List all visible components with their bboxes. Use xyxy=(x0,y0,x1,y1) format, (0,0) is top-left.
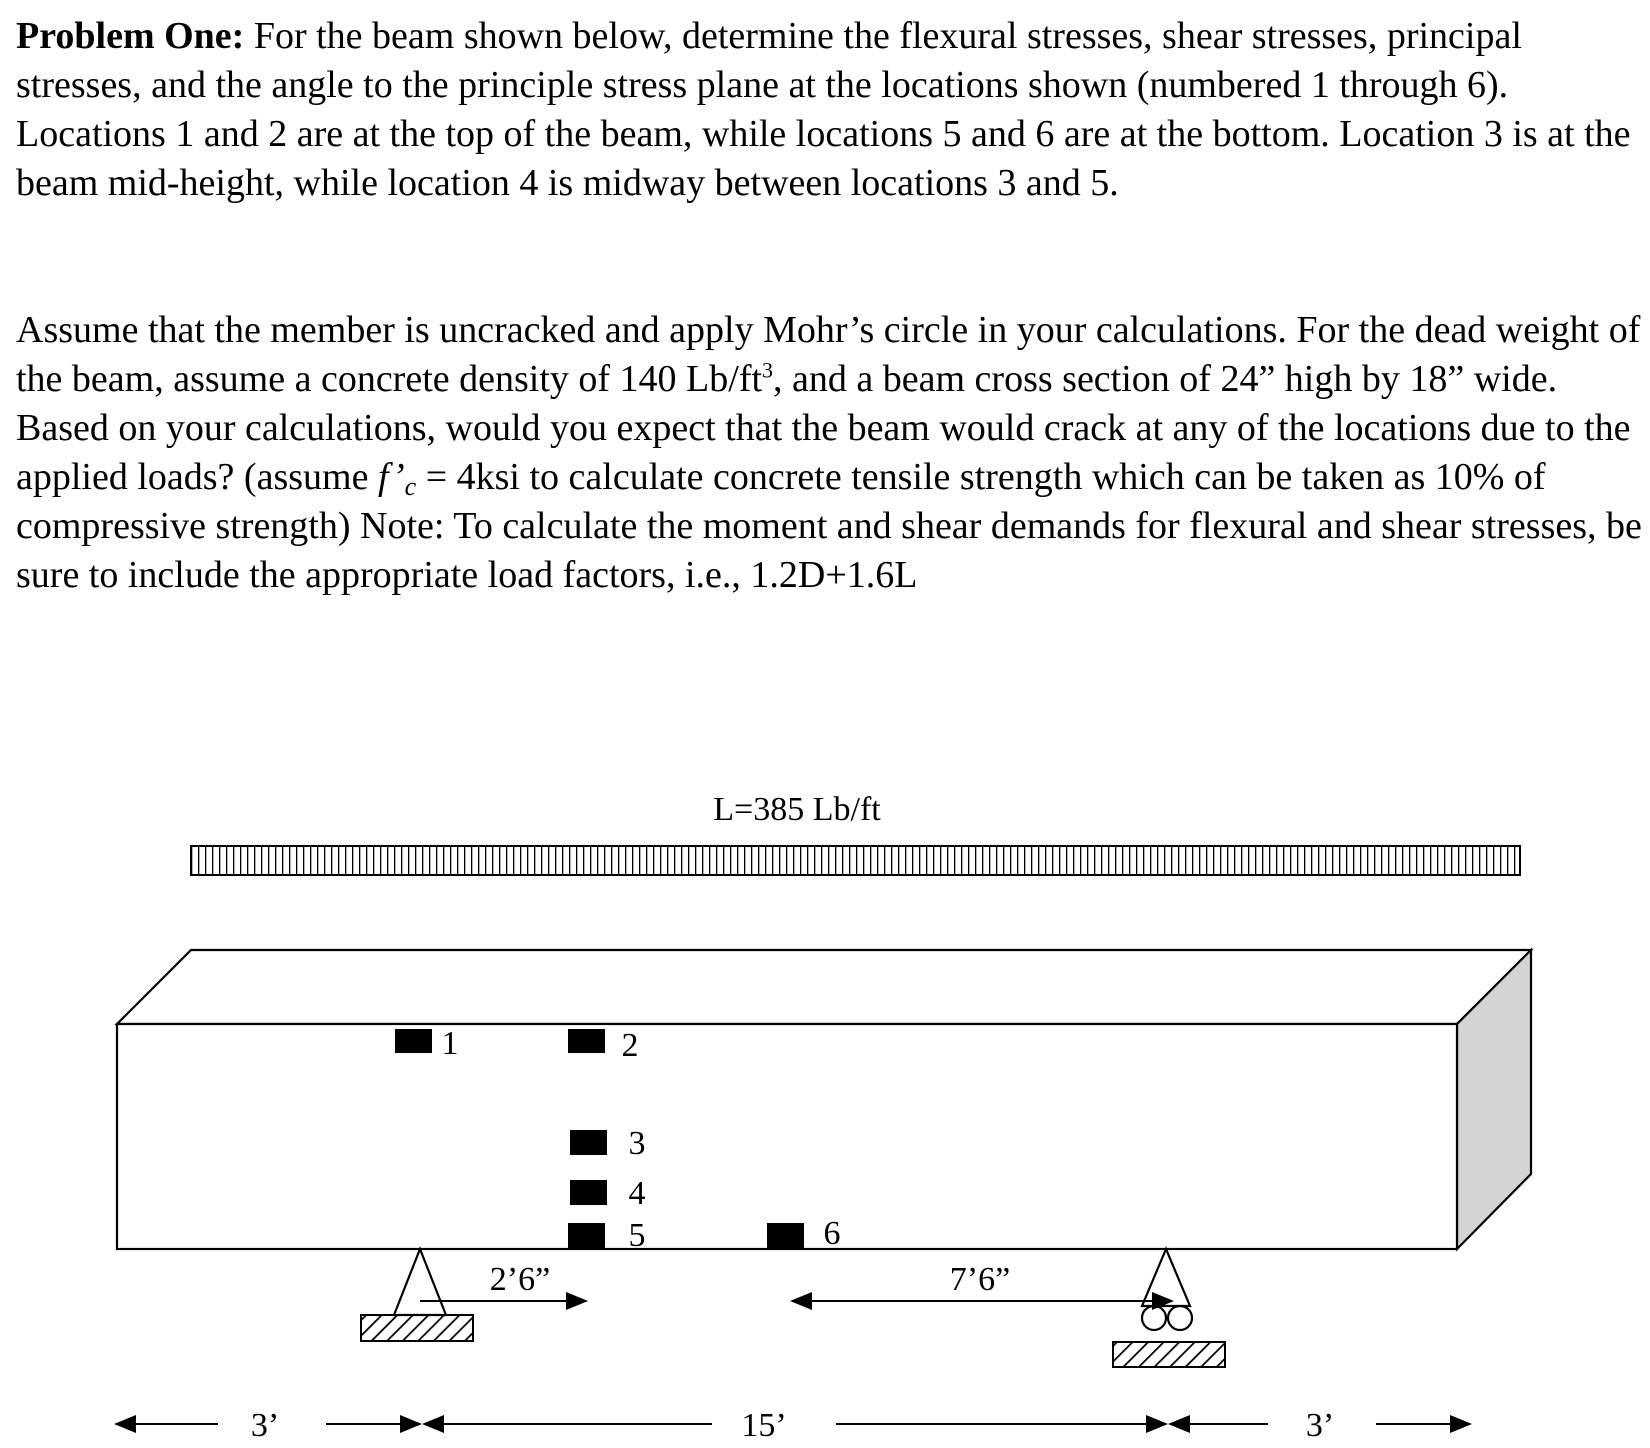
location-6-label: 6 xyxy=(823,1215,841,1252)
dimension-span-label: 15’ xyxy=(741,1407,787,1444)
roller-left xyxy=(1142,1306,1166,1330)
location-3-label: 3 xyxy=(628,1125,646,1162)
fc-symbol: f’ xyxy=(377,456,405,498)
pin-support xyxy=(361,1249,473,1341)
beam-top-face xyxy=(117,950,1531,1024)
problem-text-2b: , and a beam cross section of 24” high by 18” wide. Based on your calculations, would you expect that the beam would crack at any of the locations due to the applied loads? (assume xyxy=(16,358,1631,498)
location-1-marker xyxy=(395,1029,432,1053)
roller-support xyxy=(1113,1249,1225,1367)
problem-heading: Problem One: xyxy=(16,15,245,57)
location-5-marker xyxy=(568,1223,605,1248)
beam-front-face xyxy=(117,1024,1457,1249)
problem-text-1: For the beam shown below, determine the flexural stresses, shear stresses, principal stresses, and the angle to the principle stress plane at the locations shown (numbered 1 through 6). Locations 1 and 2 are at the top of the beam, while locations 5 and 6 are at the bottom. Location 3 is at the beam mid-height, while location 4 is midway between locations 3 and 5. xyxy=(16,15,1631,204)
dimension-span xyxy=(422,1415,1168,1433)
location-2-label: 2 xyxy=(621,1027,639,1064)
location-5-label: 5 xyxy=(628,1217,646,1254)
density-exponent: 3 xyxy=(762,357,774,383)
beam xyxy=(117,950,1531,1249)
location-4-marker xyxy=(570,1180,607,1205)
problem-text-2c: = 4ksi to calculate concrete tensile strength which can be taken as 10% of compressive strength) Note: To calculate the moment and shear demands for flexural and shear stresses, be sure to include the appropriate load factors, i.e., 1.2D+1.6L xyxy=(16,456,1642,596)
roller-right xyxy=(1168,1306,1192,1330)
location-4-label: 4 xyxy=(628,1175,646,1212)
load-label: L=385 Lb/ft xyxy=(713,791,881,828)
dimension-2ft6-label: 2’6” xyxy=(489,1261,551,1298)
dimension-right-overhang-label: 3’ xyxy=(1305,1407,1335,1444)
location-3-marker xyxy=(570,1130,607,1155)
location-6-marker xyxy=(767,1223,804,1248)
distributed-load xyxy=(191,846,1520,875)
location-2-marker xyxy=(568,1029,605,1053)
dimension-left-overhang-label: 3’ xyxy=(250,1407,280,1444)
dimension-7ft6-label: 7’6” xyxy=(949,1261,1011,1298)
fc-subscript: c xyxy=(404,472,417,501)
location-1-label: 1 xyxy=(441,1025,459,1062)
problem-text-2a: Assume that the member is uncracked and apply Mohr’s circle in your calculations. For the dead weight of the beam, assume a concrete density of 140 Lb/ft xyxy=(16,309,1641,400)
